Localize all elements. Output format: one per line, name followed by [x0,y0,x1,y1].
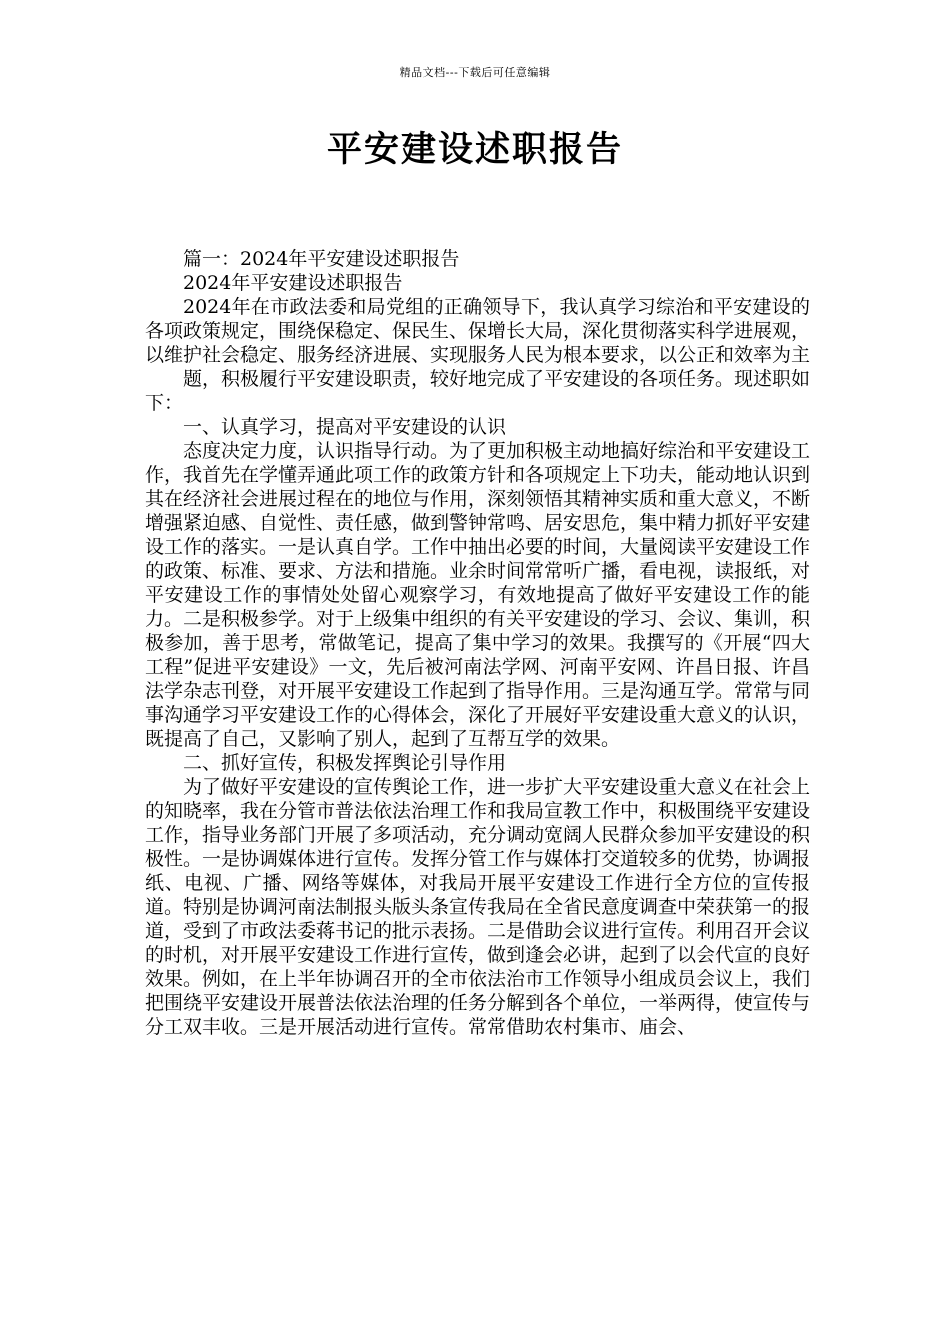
document-body [145,247,810,1039]
paragraph-section-1-body: 态度决定力度，认识指导行动。为了更加积极主动地搞好综治和平安建设工作，我首先在学懂弄通此项工作的政策方针和各项规定上下功夫，能动地认识到其在经济社会进展过程在的地位与作用，深刻领悟其精神实质和重大意义，不断增强紧迫感、自觉性、责任感，做到警钟常鸣、居安思危，集中精力抓好平安建设工作的落实。一是认真自学。工作中抽出必要的时间，大量阅读平安建设工作的政策、标准、要求、方法和措施。业余时间常常听广播，看电视，读报纸，对平安建设工作的事情处处留心观察学习，有效地提高了做好平安建设工作的能力。二是积极参学。对于上级集中组织的有关平安建设的学习、会议、集训，积极参加，善于思考，常做笔记，提高了集中学习的效果。我撰写的《开展“四大工程”促进平安建设》一文，先后被河南法学网、河南平安网、许昌日报、许昌法学杂志刊登，对开展平安建设工作起到了指导作用。三是沟通互学。常常与同事沟通学习平安建设工作的心得体会，深化了开展好平安建设重大意义的认识，既提高了自己，又影响了别人，起到了互帮互学的效果。 [145,440,811,750]
paragraph-section-2-body: 为了做好平安建设的宣传舆论工作，进一步扩大平安建设重大意义在社会上的知晓率，我在分管市普法依法治理工作和我局宣教工作中，积极围绕平安建设工作，指导业务部门开展了多项活动，充分调动宽阔人民群众参加平安建设的积极性。一是协调媒体进行宣传。发挥分管工作与媒体打交道较多的优势，协调报纸、电视、广播、网络等媒体，对我局开展平安建设工作进行全方位的宣传报道。特别是协调河南法制报头版头条宣传我局在全省民意度调查中荣获第一的报道，受到了市政法委蒋书记的批示表扬。二是借助会议进行宣传。利用召开会议的时机，对开展平安建设工作进行宣传，做到逢会必讲，起到了以会代宣的良好效果。例如，在上半年协调召开的全市依法治市工作领导小组成员会议上，我们把围绕平安建设开展普法依法治理的任务分解到各个单位，一举两得，使宣传与分工双丰收。三是开展活动进行宣传。常常借助农村集市、庙会、 [145,776,811,1038]
heading-section-1: 一、认真学习，提高对平安建设的认识 [183,416,507,438]
paragraph-intro: 2024年在市政法委和局党组的正确领导下，我认真学习综治和平安建设的各项政策规定，围绕保稳定、保民生、保增长大局，深化贯彻落实科学进展观，以维护社会稳定、服务经济进展、实现服务人民为根本要求，以公正和效率为主 [145,296,811,366]
paragraph-subtitle: 2024年平安建设述职报告 [183,272,403,294]
page-header: 精品文档---下载后可任意编辑 [399,66,551,79]
paragraph-section-label: 篇一：2024年平安建设述职报告 [183,248,460,270]
heading-section-2: 二、抓好宣传，积极发挥舆论引导作用 [183,752,507,774]
document-title: 平安建设述职报告 [326,129,623,170]
paragraph-intro-continued: 题，积极履行平安建设职责，较好地完成了平安建设的各项任务。现述职如下： [145,368,811,414]
